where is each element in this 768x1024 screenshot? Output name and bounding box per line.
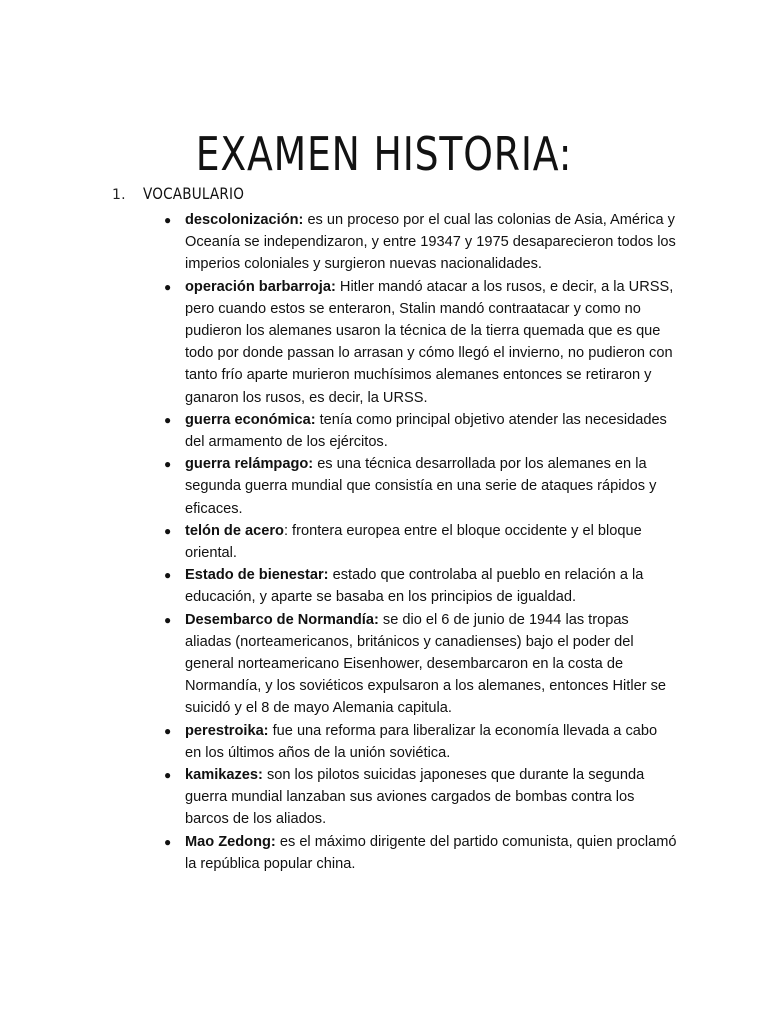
section-heading: [112, 184, 262, 203]
list-item: [164, 609, 677, 720]
list-item: [164, 453, 677, 520]
list-item: [164, 720, 677, 764]
term-definition: es un proceso por el cual las colonias de Asia, América y Oceanía se independizaron, y entre 19347 y 1975 desaparecieron todos los imperios coloniales y surgieron nuevas nacionalidades.: [185, 212, 676, 273]
term-definition: se dio el 6 de junio de 1944 las tropas aliadas (norteamericanos, británicos y canadienses) bajo el poder del general norteamericano Eisenhower, desembarcaron en la costa de Normandía, y los soviéticos expulsaron a los alemanes, entonces Hitler se suicidó y el 8 de mayo Alemania capitula.: [185, 611, 667, 717]
list-item: [164, 520, 677, 564]
term-label: guerra relámpago:: [185, 456, 314, 473]
term-definition: : frontera europea entre el bloque occidente y el bloque oriental.: [185, 522, 642, 562]
list-item: [164, 209, 677, 276]
bullet-icon: ●: [164, 612, 172, 627]
term-label: guerra económica:: [185, 411, 316, 428]
section-number: 1.: [112, 187, 126, 203]
term-definition: es una técnica desarrollada por los alemanes en la segunda guerra mundial que consistía en una serie de ataques rápidos y eficaces.: [185, 456, 657, 517]
term-definition: fue una reforma para liberalizar la economía llevada a cabo en los últimos años de la unión soviética.: [185, 722, 658, 761]
term-definition: Hitler mandó atacar a los rusos, e decir, a la URSS, pero cuando estos se enteraron, Stalin mandó contraatacar y como no pudieron los alemanes usaron la técnica de la tierra quemada que es que todo por donde passan lo arrasan y cómo llegó el invierno, no pudieron con tanto frío aparte murieron muchísimos alemanes entonces se retiraron y ganaron los rusos, es decir, la URSS.: [185, 278, 674, 406]
bullet-icon: ●: [164, 279, 172, 294]
bullet-icon: ●: [164, 213, 172, 227]
term-label: descolonización:: [185, 212, 304, 228]
list-item: [164, 409, 677, 453]
term-definition: son los pilotos suicidas japoneses que durante la segunda guerra mundial lanzaban sus aviones cargados de bombas contra los barcos de los aliados.: [185, 767, 645, 828]
bullet-icon: ●: [164, 412, 172, 427]
term-label: Estado de bienestar:: [185, 567, 329, 584]
list-item: [164, 831, 677, 875]
bullet-icon: ●: [164, 723, 172, 738]
bullet-icon: ●: [164, 834, 172, 849]
term-label: Desembarco de Normandía:: [185, 611, 379, 628]
term-label: Mao Zedong:: [185, 833, 276, 850]
term-label: telón de acero: [185, 522, 284, 539]
bullet-icon: ●: [164, 523, 172, 538]
bullet-icon: ●: [164, 568, 172, 583]
term-definition: estado que controlaba al pueblo en relación a la educación, y aparte se basaba en los principios de igualdad.: [185, 567, 644, 606]
term-label: operación barbarroja:: [185, 278, 336, 295]
list-item: [164, 564, 677, 608]
bullet-icon: ●: [164, 768, 172, 783]
bullet-icon: ●: [164, 457, 172, 472]
page-title: EXAMEN HISTORIA:: [195, 126, 573, 181]
list-item: [164, 276, 677, 409]
list-item: [164, 764, 677, 831]
term-label: perestroika:: [185, 722, 269, 739]
term-definition: es el máximo dirigente del partido comunista, quien proclamó la república popular china.: [185, 833, 677, 872]
section-title: VOCABULARIO: [143, 184, 245, 203]
term-definition: tenía como principal objetivo atender las necesidades del armamento de los ejércitos.: [185, 411, 667, 451]
vocabulary-list: [164, 209, 677, 875]
term-label: kamikazes:: [185, 767, 263, 784]
